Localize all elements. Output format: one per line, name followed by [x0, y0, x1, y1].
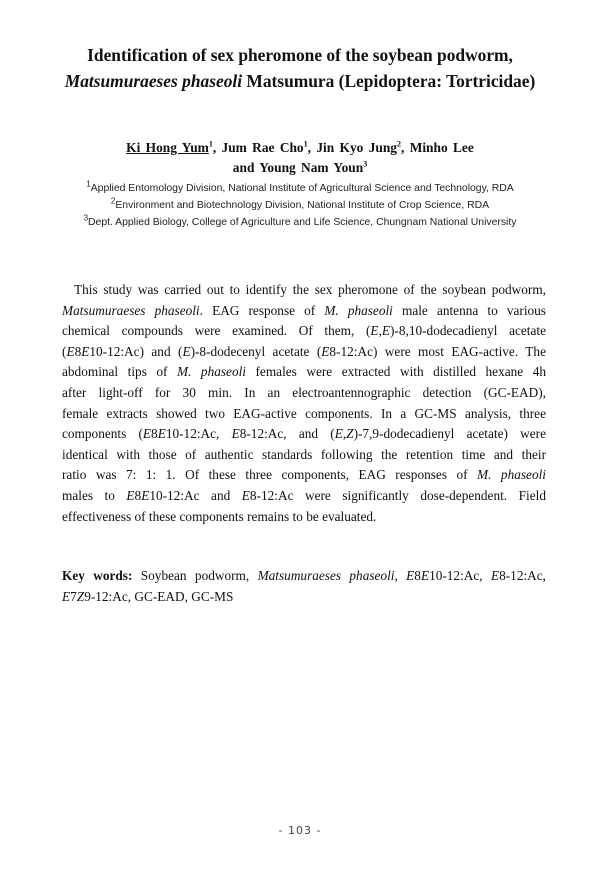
keyword-text: 9-12:Ac, GC-EAD, GC-MS — [84, 589, 234, 604]
abstract-line — [62, 486, 546, 507]
species-name: Matsumuraeses phaseoli — [257, 568, 395, 583]
author-separator: , — [212, 140, 222, 155]
author-affil-sup: 1 — [208, 139, 213, 149]
isomer-label: Z — [346, 426, 354, 442]
keyword-text: 8-12:Ac, — [499, 568, 546, 583]
isomer-label: E — [66, 343, 75, 359]
affiliation-item — [30, 180, 570, 197]
abstract-text: abdominal tips of — [62, 364, 177, 380]
abstract-text: )-8-dodecenyl acetate ( — [190, 343, 322, 359]
isomer-label: E — [157, 426, 166, 442]
keywords-label: Key words: — [62, 568, 133, 583]
abstract-text: components ( — [62, 426, 143, 442]
isomer-label: E — [142, 426, 152, 442]
abstract-line — [62, 321, 546, 342]
abstract-text: 8 — [74, 343, 82, 359]
keywords-line — [62, 586, 546, 607]
abstract-text: males to — [62, 487, 127, 503]
keywords-line — [62, 565, 546, 586]
author-name: Ki Hong Yum — [126, 140, 209, 155]
abstract-line — [62, 424, 546, 445]
abstract-line: after light-off for 30 min. In an electroantennographic detection (GC-EAD), — [62, 384, 546, 400]
author-name: Minho Lee — [409, 140, 474, 155]
isomer-label: E — [370, 323, 379, 339]
isomer-label: E — [182, 343, 191, 359]
abstract-text: male antenna to various — [392, 302, 546, 318]
author-affil-sup: 2 — [397, 139, 401, 149]
abstract-text: chemical compounds were examined. Of them, ( — [62, 323, 371, 339]
affiliation-text: Applied Entomology Division, National Institute of Agricultural Science and Technology, RDA — [90, 183, 514, 194]
abstract-text: , — [342, 426, 347, 442]
abstract-line — [62, 362, 546, 383]
abstract-line — [62, 342, 546, 363]
isomer-label: Z — [76, 589, 85, 604]
isomer-label: E — [490, 568, 500, 583]
author-separator: , — [401, 140, 410, 155]
keyword-text: , — [394, 568, 407, 583]
abstract-text: 8 — [151, 426, 158, 442]
abstract-text: females were extracted with distilled hexane 4h — [245, 364, 546, 380]
title-species-name: Matsumuraeses phaseoli — [64, 71, 243, 91]
species-name: M. phaseoli — [177, 364, 246, 380]
isomer-label: E — [321, 343, 330, 359]
affiliation-list — [30, 180, 570, 231]
abstract-line: This study was carried out to identify the sex pheromone of the soybean podworm, — [74, 282, 546, 297]
abstract-text: . EAG response of — [199, 302, 325, 318]
affiliation-text: Dept. Applied Biology, College of Agriculture and Life Science, Chungnam National University — [88, 217, 517, 228]
species-name: Matsumuraeses phaseoli — [62, 302, 200, 318]
abstract-text: 8-12:Ac) were most EAG-active. The — [329, 343, 546, 359]
affiliation-item — [30, 214, 570, 231]
author-affil-sup: 3 — [363, 159, 368, 169]
abstract-text: ratio was 7: 1: 1. Of these three components, EAG responses of — [62, 467, 478, 483]
affiliation-sup: 1 — [86, 179, 91, 189]
abstract-line — [62, 301, 546, 322]
abstract-text: )-8,10-dodecadienyl acetate — [390, 323, 546, 339]
author-line-2 — [40, 158, 560, 178]
keyword-text: 7 — [70, 589, 77, 604]
species-name: M. phaseoli — [477, 467, 546, 483]
abstract-text: )-7,9-dodecadienyl acetate) were — [353, 426, 546, 442]
keyword-text: 8 — [414, 568, 421, 583]
abstract-text: 8-12:Ac were significantly dose-dependent. Field — [249, 487, 546, 503]
author-name: Jum Rae Cho — [221, 140, 304, 155]
isomer-label: E — [141, 487, 150, 503]
keyword-text: 10-12:Ac, — [429, 568, 491, 583]
abstract-text: ( — [62, 343, 67, 359]
author-affil-sup: 1 — [303, 139, 308, 149]
isomer-label: E — [62, 589, 71, 604]
isomer-label: E — [334, 426, 343, 442]
title-line-2-rest: Matsumura (Lepidoptera: Tortricidae) — [242, 71, 536, 91]
abstract-text: 8-12:Ac, and ( — [239, 426, 335, 442]
title-line-1: Identification of sex pheromone of the soybean podworm, — [87, 45, 513, 65]
isomer-label: E — [231, 426, 240, 442]
author-separator: , — [307, 140, 317, 155]
isomer-label: E — [241, 487, 250, 503]
isomer-label: E — [406, 568, 415, 583]
abstract-body — [62, 280, 546, 527]
author-line-1 — [40, 138, 560, 158]
abstract-text: 10-12:Ac, — [165, 426, 232, 442]
title-line-2 — [40, 68, 560, 94]
author-list — [40, 138, 560, 178]
isomer-label: E — [381, 323, 390, 339]
author-name: Jin Kyo Jung — [316, 140, 397, 155]
keywords-section — [62, 565, 546, 607]
author-name: and Young Nam Youn — [232, 160, 364, 175]
abstract-line: female extracts showed two EAG-active components. In a GC-MS analysis, three — [62, 405, 546, 421]
abstract-line — [62, 465, 546, 486]
affiliation-item — [30, 197, 570, 214]
abstract-line: effectiveness of these components remains to be evaluated. — [62, 508, 377, 524]
paper-title — [40, 42, 560, 94]
affiliation-sup: 3 — [83, 213, 89, 223]
affiliation-text: Environment and Biotechnology Division, National Institute of Crop Science, RDA — [115, 200, 490, 211]
abstract-text: , — [378, 323, 382, 339]
affiliation-sup: 2 — [110, 196, 116, 206]
abstract-line: identical with those of authentic standards following the retention time and their — [62, 446, 546, 462]
isomer-label: E — [420, 568, 430, 583]
species-name: M. phaseoli — [324, 302, 393, 318]
keyword-text: Soybean podworm, — [132, 568, 258, 583]
page-number: - 103 - — [278, 824, 322, 837]
abstract-text: 8 — [134, 487, 142, 503]
isomer-label: E — [81, 343, 90, 359]
abstract-text: 10-12:Ac and — [149, 487, 242, 503]
isomer-label: E — [126, 487, 135, 503]
abstract-text: 10-12:Ac) and ( — [89, 343, 183, 359]
